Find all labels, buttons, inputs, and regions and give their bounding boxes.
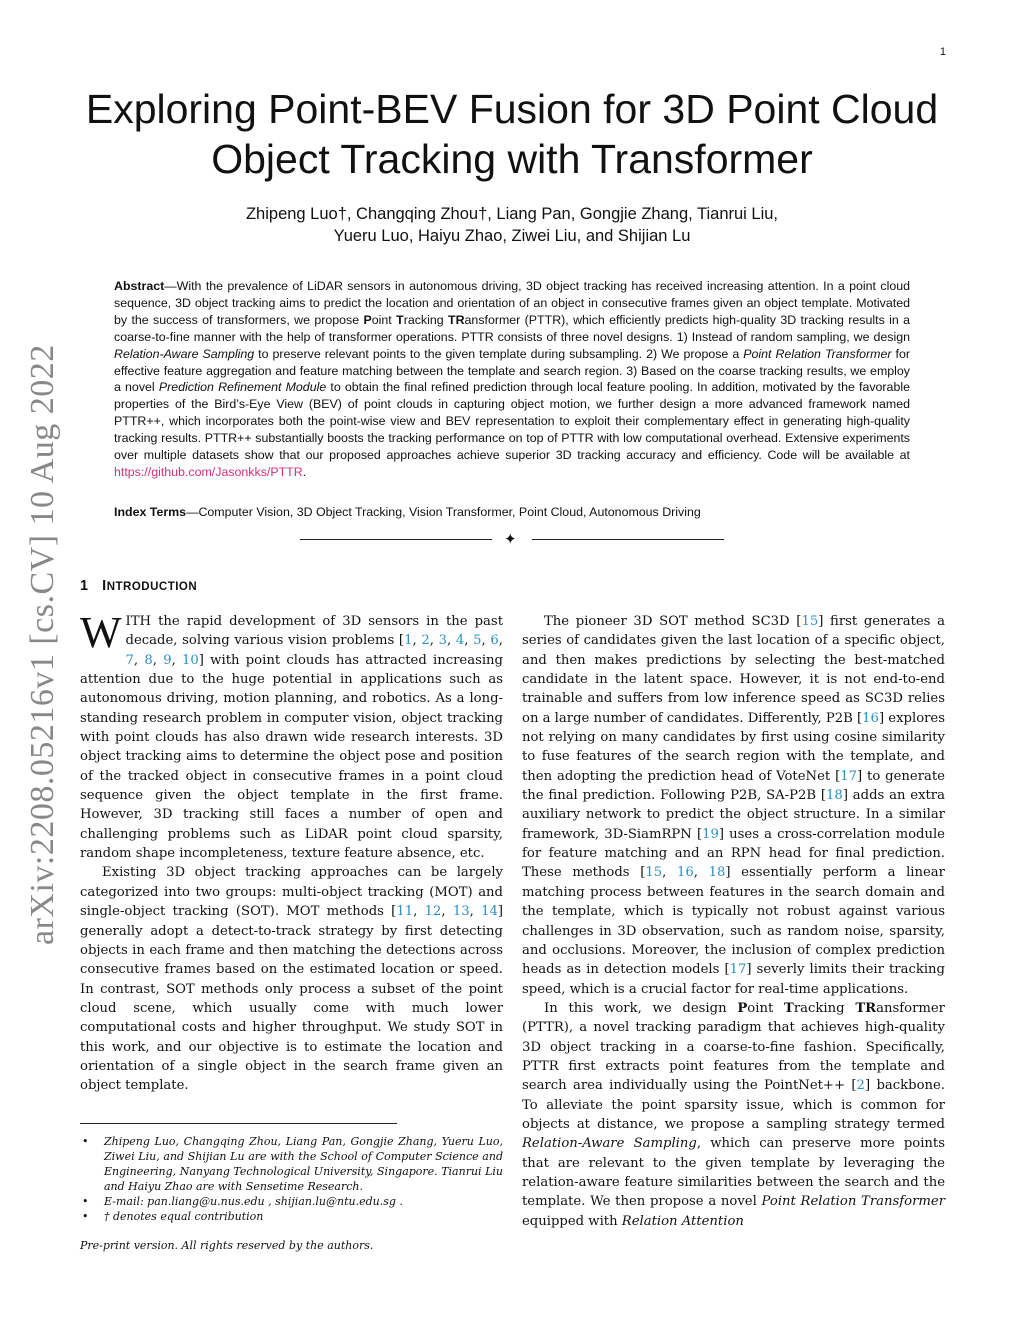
- left-column: [80, 608, 504, 1096]
- divider-line-right: [532, 539, 724, 540]
- paragraph-text: ] backbone. To alleviate the point sparsity issue, which is common for objects at distance, we propose a sampling strategy termed: [522, 1078, 945, 1132]
- italic-term: Point Relation Transformer: [761, 1194, 946, 1210]
- code-link[interactable]: https://github.com/Jasonkks/PTTR: [114, 464, 303, 479]
- paragraph-text: ] first generates a series of candidates given the last location of a specific object, and then makes predictions by selecting the best-matched candidate in the latent space. However, it is not end-to-end trainable and suffers from low inference speed as SC3D relies on a large number of candidates. Differently, P2B [: [522, 614, 945, 726]
- citation-separator: ,: [481, 633, 491, 649]
- citation-separator: ,: [413, 904, 425, 920]
- citation-link[interactable]: 4: [455, 633, 465, 649]
- section-divider: [300, 532, 724, 548]
- abstract-text: for effective feature aggregation and feature matching between the template and search region. 3) Based on the coarse tracking results, we employ a novel: [114, 346, 910, 395]
- paragraph-text: ] uses a cross-correlation module for feature matching and an RPN head for final prediction. These methods [: [522, 826, 945, 881]
- section-number: 1: [80, 578, 89, 594]
- citation-link[interactable]: 10: [182, 652, 199, 668]
- preprint-note: Pre-print version. All rights reserved by the authors.: [80, 1239, 374, 1252]
- citation-link[interactable]: 15: [645, 865, 663, 881]
- abstract-text: With the prevalence of LiDAR sensors in autonomous driving, 3D object tracking has received increasing attention. In a point cloud sequence, 3D object tracking aims to predict the location and orientation of an object in consecutive frames given an object template. Motivated by the success of transformers, we propose: [114, 279, 910, 327]
- citation-link[interactable]: 17: [840, 768, 857, 784]
- citation-link[interactable]: 7: [125, 652, 134, 668]
- citation-link[interactable]: 9: [163, 652, 172, 668]
- italic-term: Relation-Aware Sampling: [522, 1136, 697, 1152]
- paragraph: [522, 999, 945, 1231]
- citation-link[interactable]: 14: [481, 904, 498, 920]
- authors-line-2: Yueru Luo, Haiyu Zhao, Ziwei Liu, and Shijian Lu: [333, 227, 691, 245]
- abstract-bold: TR: [448, 312, 465, 327]
- index-terms-label: Index Terms: [114, 505, 187, 519]
- abstract-bold: T: [396, 312, 404, 327]
- paragraph-text: ] adds an extra auxiliary network to predict the object structure. In a similar framework, 3D-SiamRPN [: [522, 788, 945, 842]
- citation-link[interactable]: 2: [856, 1078, 865, 1094]
- divider-diamond-icon: ✦: [504, 532, 517, 548]
- footnote-item: • E-mail: pan.liang@u.nus.edu , shijian.lu@ntu.edu.sg .: [80, 1194, 503, 1209]
- abstract-italic: Prediction Refinement Module: [158, 380, 327, 395]
- footnote-item: • † denotes equal contribution: [80, 1209, 503, 1224]
- citation-link[interactable]: 16: [676, 865, 694, 881]
- bold-letter: P: [737, 1000, 748, 1016]
- citation-link[interactable]: 11: [396, 904, 414, 920]
- paragraph-text: ] with point clouds has attracted increasing attention due to the huge potential in applications such as autonomous driving, motion planning, and robotics. As a long-standing research problem in computer vision, object tracking with point clouds has also drawn wide research interests. 3D object tracking aims to determine the object pose and position of the tracked object in consecutive frames in a point cloud sequence given the object template in the first frame. However, 3D tracking still faces a number of open and challenging problems such as LiDAR point cloud sparsity, random shape incompleteness, texture feature absence, etc.: [80, 652, 503, 862]
- citation-separator: ,: [441, 904, 453, 920]
- citation-link[interactable]: 6: [490, 633, 499, 649]
- abstract-text: oint: [371, 312, 397, 327]
- paragraph-text: ] generally adopt a detect-to-track strategy by first detecting objects in each frame and then matching the detections across consecutive frames based on the estimated location or speed. In contrast, SOT methods only process a subset of the point cloud scene, which usually come with much lower computational costs and higher throughput. We study SOT in this work, and our objective is to estimate the location and orientation of a single object in the search frame given an object template.: [80, 904, 504, 1094]
- citation-link[interactable]: 1: [404, 633, 413, 649]
- citation-link[interactable]: 2: [421, 633, 430, 649]
- abstract-label: Abstract: [114, 279, 165, 293]
- divider-line-left: [300, 539, 492, 540]
- citation-link[interactable]: 15: [801, 614, 819, 629]
- bold-letter: TR: [855, 1000, 877, 1016]
- citation-separator: ,: [469, 904, 482, 920]
- citation-link[interactable]: 17: [729, 962, 747, 978]
- paragraph-text: the rapid development of 3D sensors in the past decade, solving various vision problems [: [125, 614, 503, 649]
- arxiv-identifier: arXiv:2208.05216v1 [cs.CV] 10 Aug 2022: [24, 344, 61, 945]
- paragraph-text: oint: [747, 1000, 785, 1016]
- authors-line-1: Zhipeng Luo†, Changqing Zhou†, Liang Pan, Gongjie Zhang, Tianrui Liu,: [245, 205, 779, 223]
- citation-separator: ,: [464, 633, 474, 649]
- citation-link[interactable]: 13: [452, 904, 470, 920]
- footnotes: [80, 1134, 503, 1253]
- paragraph-text: equipped with: [522, 1213, 622, 1229]
- footnote-item: • Zhipeng Luo, Changqing Zhou, Liang Pan, Gongjie Zhang, Yueru Luo, Ziwei Liu, and Shijian Lu are with the School of Computer Science and Engineering, Nanyang Technological University, Singapore. Tianrui Liu and Haiyu Zhao are with Sensetime Research.: [80, 1134, 503, 1194]
- abstract-dash: —: [164, 279, 177, 293]
- bold-letter: T: [784, 1000, 794, 1016]
- citation-link[interactable]: 12: [424, 904, 442, 920]
- paragraph: [80, 608, 503, 863]
- index-terms-text: Computer Vision, 3D Object Tracking, Vision Transformer, Point Cloud, Autonomous Driving: [198, 505, 701, 519]
- paper-title: [80, 84, 944, 184]
- paragraph: [522, 612, 945, 999]
- citation-separator: ,: [152, 652, 164, 668]
- citation-link[interactable]: 3: [438, 633, 447, 649]
- abstract-italic: Point Relation Transformer: [743, 346, 892, 361]
- section-title-initial: I: [102, 578, 107, 594]
- abstract: [114, 278, 910, 481]
- citation-link[interactable]: 18: [826, 788, 843, 804]
- paragraph-text: Existing 3D object tracking approaches can be largely categorized into two groups: multi-object tracking (MOT) and single-object tracking (SOT). MOT methods [: [80, 865, 503, 920]
- abstract-text: racking: [403, 312, 448, 327]
- paragraph-text: ] explores not relying on many candidates by first using cosine similarity to fuse features of the search region with the template, and then adopting the prediction head of VoteNet [: [522, 710, 946, 784]
- italic-term: Relation Attention: [621, 1213, 744, 1229]
- citation-separator: ,: [412, 633, 422, 649]
- footnote-rule: [80, 1123, 397, 1124]
- paragraph-text: , which can preserve more points that are relevant to the given template by leveraging the relation-aware feature similarities between the search and the template. We then propose a novel: [522, 1136, 945, 1210]
- right-column: [522, 612, 945, 1231]
- paragraph: [80, 863, 503, 1095]
- citation-separator: ,: [447, 633, 456, 649]
- section-heading: [80, 578, 197, 594]
- index-terms-dash: —: [186, 505, 199, 519]
- abstract-text: .: [302, 464, 307, 479]
- paragraph-text: ] essentially perform a linear matching process between features in the search domain and the template, which is typically not robust against various challenges in 3D observation, such as random noise, sparsity, and occlusions. Moreover, the inclusion of complex prediction heads as in detection models [: [522, 865, 945, 978]
- paragraph-text: racking: [793, 1000, 856, 1016]
- paragraph-text: ] to generate the final prediction. Following P2B, SA-P2B [: [522, 768, 945, 804]
- citation-separator: ,: [133, 652, 145, 668]
- abstract-text: to preserve relevant points to the given template during subsampling. 2) We propose a: [254, 346, 744, 361]
- citation-separator: ,: [498, 633, 503, 649]
- abstract-italic: Relation-Aware Sampling: [114, 346, 255, 361]
- page-number: 1: [939, 46, 946, 58]
- paragraph-text: ] severly limits their tracking speed, which is a crucial factor for real-time applications.: [522, 962, 945, 997]
- small-caps-lead: ITH: [125, 614, 152, 629]
- citation-link[interactable]: 5: [473, 633, 482, 649]
- abstract-text: to obtain the final refined prediction through local feature pooling. In addition, motivated by the favorable properties of the Bird’s-Eye View (BEV) of point clouds in capturing object motion, we further design a more advanced framework named PTTR++, which incorporates both the point-wise view and BEV representation to exploit their complementary effect in generating high-quality tracking results. PTTR++ substantially boosts the tracking performance on top of PTTR with low computational overhead. Extensive experiments over multiple datasets show that our proposed approaches achieve superior 3D tracking accuracy and efficiency. Code will be available at: [114, 380, 910, 463]
- title-line-1: Exploring Point-BEV Fusion for 3D Point Cloud: [85, 86, 939, 132]
- paragraph-text: In this work, we design: [544, 1000, 738, 1016]
- paragraph-text: The pioneer 3D SOT method SC3D [: [544, 614, 802, 629]
- title-line-2: Object Tracking with Transformer: [211, 136, 813, 182]
- citation-separator: ,: [662, 865, 677, 881]
- citation-link[interactable]: 16: [862, 710, 879, 726]
- author-list: [80, 203, 944, 247]
- abstract-text: ansformer (PTTR), which efficiently predicts high-quality 3D tracking results in a coarse-to-fine manner with the help of transformer operations. PTTR consists of three novel designs. 1) Instead of random sampling, we design: [114, 312, 911, 344]
- abstract-bold: P: [363, 312, 372, 327]
- citation-link[interactable]: 8: [144, 652, 153, 668]
- citation-link[interactable]: 19: [702, 826, 719, 842]
- paragraph-text: ansformer (PTTR), a novel tracking paradigm that achieves high-quality 3D object tracking in a coarse-to-fine fashion. Specifically, PTTR first extracts point features from the template and search area individually using the PointNet++ [: [522, 1000, 945, 1094]
- citation-separator: ,: [693, 865, 709, 881]
- citation-separator: ,: [171, 652, 183, 668]
- citation-separator: ,: [429, 633, 439, 649]
- section-title-rest: NTRODUCTION: [106, 581, 198, 593]
- drop-cap: W: [80, 608, 122, 657]
- index-terms: [114, 504, 910, 521]
- citation-link[interactable]: 18: [708, 865, 726, 881]
